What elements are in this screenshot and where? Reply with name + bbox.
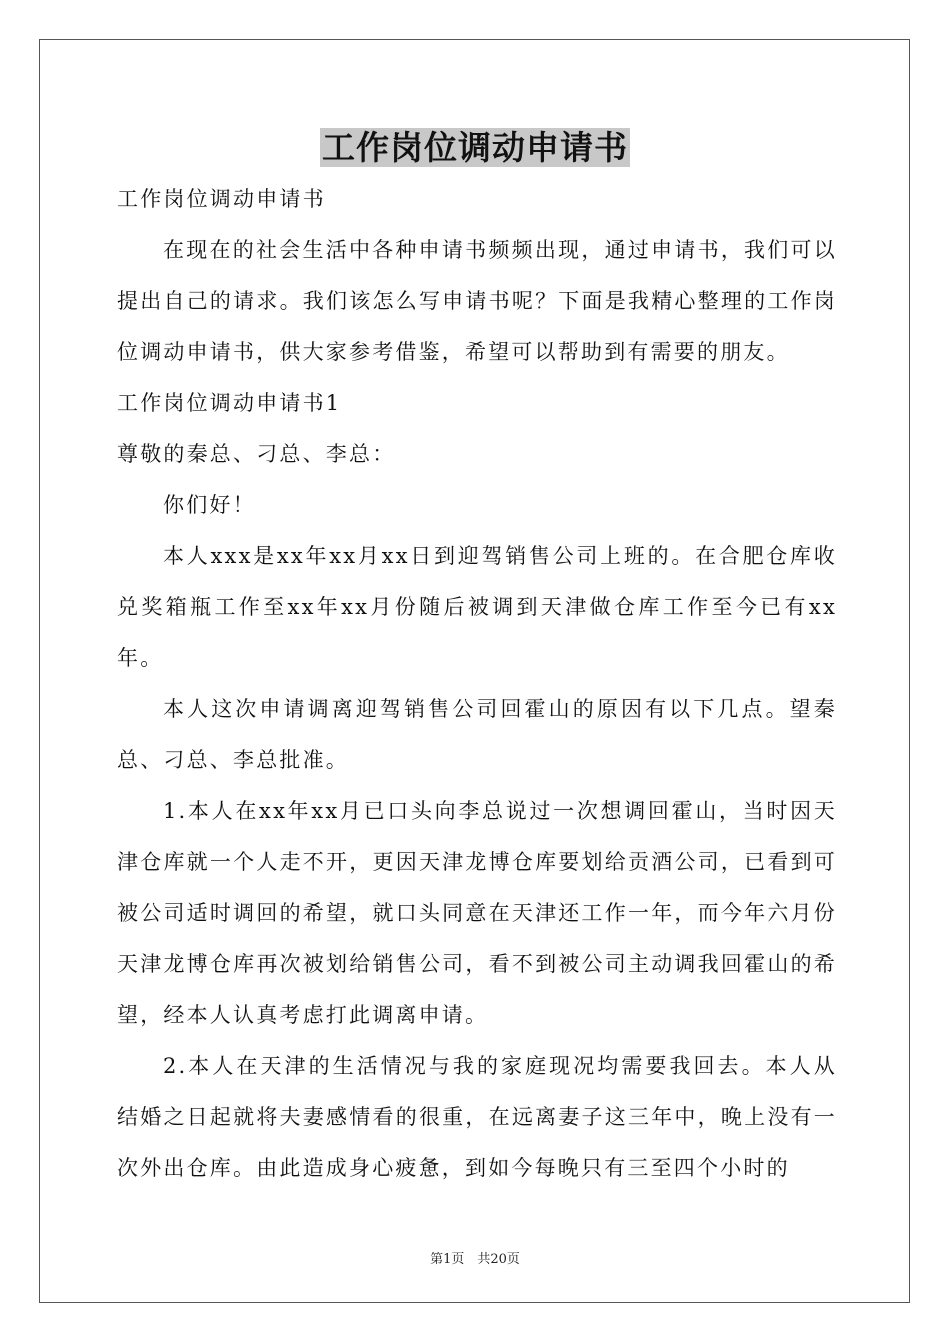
body-paragraph-reasons-intro: 本人这次申请调离迎驾销售公司回霍山的原因有以下几点。望秦总、刁总、李总批准。: [117, 697, 837, 772]
document-subtitle: 工作岗位调动申请书: [117, 187, 326, 211]
document-body: [117, 174, 837, 1194]
body-paragraph-reason-2: 2.本人在天津的生活情况与我的家庭现况均需要我回去。本人从结婚之日起就将夫妻感情看的很重，在远离妻子这三年中，晚上没有一次外出仓库。由此造成身心疲惫，到如今每晚只有三至四个小时的: [117, 1054, 837, 1180]
salutation: 尊敬的秦总、刁总、李总：: [117, 442, 396, 466]
intro-paragraph: 在现在的社会生活中各种申请书频频出现，通过申请书，我们可以提出自己的请求。我们该怎么写申请书呢？下面是我精心整理的工作岗位调动申请书，供大家参考借鉴，希望可以帮助到有需要的朋友。: [117, 238, 837, 364]
body-paragraph-background: 本人xxx是xx年xx月xx日到迎驾销售公司上班的。在合肥仓库收兑奖箱瓶工作至xx年xx月份随后被调到天津做仓库工作至今已有xx年。: [117, 544, 837, 670]
document-title-text: 工作岗位调动申请书: [322, 128, 628, 167]
page-footer: [0, 1248, 950, 1267]
section-heading: 工作岗位调动申请书1: [117, 391, 342, 415]
body-paragraph-reason-1: 1.本人在xx年xx月已口头向李总说过一次想调回霍山，当时因天津仓库就一个人走不开，更因天津龙博仓库要划给贡酒公司，已看到可被公司适时调回的希望，就口头同意在天津还工作一年，而今年六月份天津龙博仓库再次被划给销售公司，看不到被公司主动调我回霍山的希望，经本人认真考虑打此调离申请。: [117, 799, 837, 1027]
greeting: 你们好！: [163, 493, 256, 517]
page-number: 第1页 共20页: [430, 1252, 520, 1267]
document-title: [0, 126, 950, 170]
